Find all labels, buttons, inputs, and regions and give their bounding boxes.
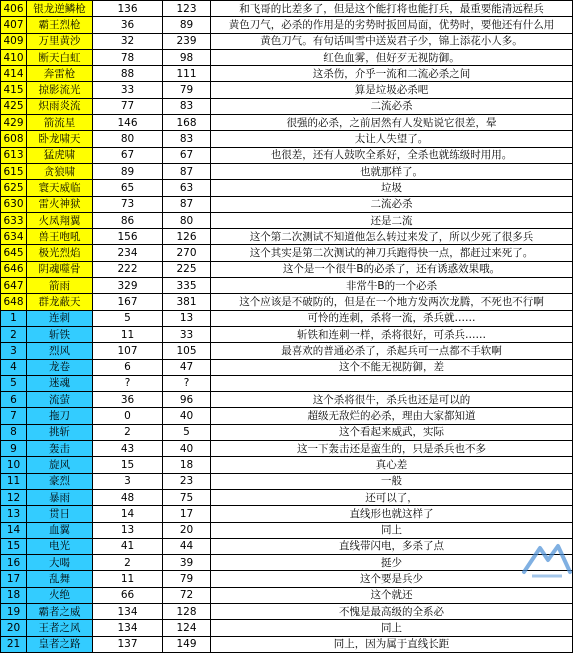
skill-name-cell: 流萤 [27,392,93,408]
skill-name-cell: 旋风 [27,457,93,473]
watermark-logo-icon [518,542,576,582]
value-1-cell: 41 [93,538,163,554]
value-1-cell: 2 [93,424,163,440]
skill-name-cell: 寰天威临 [27,180,93,196]
skill-name-cell: 龙卷 [27,359,93,375]
table-row [1,620,573,636]
value-2-cell: 44 [163,538,211,554]
skill-name-cell: 阴魂噬骨 [27,261,93,277]
table-row [1,180,573,196]
skill-name-cell: 雷火神狱 [27,196,93,212]
value-2-cell: ? [163,375,211,391]
row-id-cell: 645 [1,245,27,261]
note-cell: 这个杀将很牛，杀兵也还是可以的 [211,392,573,408]
note-cell: 这个应该是不破防的，但是在一个地方发两次龙腾，不死也不行啊 [211,294,573,310]
value-1-cell: 15 [93,457,163,473]
value-1-cell: 167 [93,294,163,310]
skill-name-cell: 贪狼啸 [27,163,93,179]
table-row [1,196,573,212]
table-row [1,278,573,294]
row-id-cell: 633 [1,212,27,228]
table-row [1,359,573,375]
note-cell: 这杀伤，介乎一流和二流必杀之间 [211,66,573,82]
note-cell: 真心差 [211,457,573,473]
value-2-cell: 23 [163,473,211,489]
row-id-cell: 10 [1,457,27,473]
row-id-cell: 425 [1,98,27,114]
skill-name-cell: 迷魂 [27,375,93,391]
table-row [1,66,573,82]
value-2-cell: 79 [163,571,211,587]
row-id-cell: 415 [1,82,27,98]
value-1-cell: 77 [93,98,163,114]
skill-name-cell: 猛虎啸 [27,147,93,163]
row-id-cell: 429 [1,115,27,131]
table-row [1,261,573,277]
skill-name-cell: 贯日 [27,506,93,522]
table-row [1,571,573,587]
row-id-cell: 410 [1,49,27,65]
value-2-cell: 39 [163,555,211,571]
skill-name-cell: 断天白虹 [27,49,93,65]
note-cell: 最喜欢的普通必杀了，杀起兵可一点都不手软啊 [211,343,573,359]
value-1-cell: 66 [93,587,163,603]
skill-name-cell: 豪烈 [27,473,93,489]
value-1-cell: 88 [93,66,163,82]
table-row [1,473,573,489]
row-id-cell: 5 [1,375,27,391]
row-id-cell: 4 [1,359,27,375]
value-2-cell: 123 [163,1,211,17]
table-row [1,587,573,603]
row-id-cell: 17 [1,571,27,587]
skill-name-cell: 烈风 [27,343,93,359]
skill-name-cell: 王者之风 [27,620,93,636]
table-row [1,326,573,342]
note-cell: 算是垃圾必杀吧 [211,82,573,98]
value-1-cell: 86 [93,212,163,228]
table-row [1,636,573,652]
table-row [1,375,573,391]
row-id-cell: 16 [1,555,27,571]
value-2-cell: 40 [163,441,211,457]
note-cell: 二流必杀 [211,98,573,114]
skill-name-cell: 银龙逆鳞枪 [27,1,93,17]
table-row [1,131,573,147]
note-cell: 也很差，还有人鼓吹全系好，全杀也就练级时用用。 [211,147,573,163]
row-id-cell: 21 [1,636,27,652]
value-2-cell: 168 [163,115,211,131]
row-id-cell: 414 [1,66,27,82]
table-row [1,115,573,131]
value-1-cell: 33 [93,82,163,98]
skill-name-cell: 大喝 [27,555,93,571]
row-id-cell: 8 [1,424,27,440]
row-id-cell: 647 [1,278,27,294]
table-row [1,33,573,49]
note-cell: 垃圾 [211,180,573,196]
note-cell: 很强的必杀，之前居然有人发贴说它很差，晕 [211,115,573,131]
row-id-cell: 6 [1,392,27,408]
note-cell: 同上 [211,522,573,538]
note-cell: 这个不能无视防御，差 [211,359,573,375]
skill-name-cell: 极光烈焰 [27,245,93,261]
value-2-cell: 83 [163,131,211,147]
skill-name-cell: 电光 [27,538,93,554]
row-id-cell: 2 [1,326,27,342]
row-id-cell: 11 [1,473,27,489]
value-1-cell: 48 [93,489,163,505]
note-cell: 不愧是最高级的全系必 [211,603,573,619]
skill-name-cell: 卧龙啸天 [27,131,93,147]
skill-name-cell: 轰击 [27,441,93,457]
skill-name-cell: 兽王咆吼 [27,229,93,245]
table-row [1,424,573,440]
note-cell: 可怜的连刺，杀将一流，杀兵就…… [211,310,573,326]
value-2-cell: 105 [163,343,211,359]
value-1-cell: 234 [93,245,163,261]
value-1-cell: 329 [93,278,163,294]
note-cell: 太让人失望了。 [211,131,573,147]
value-2-cell: 79 [163,82,211,98]
note-cell: 黄色刀气。有句话叫雪中送炭君子少，锦上添花小人多。 [211,33,573,49]
value-1-cell: 6 [93,359,163,375]
table-row [1,489,573,505]
row-id-cell: 18 [1,587,27,603]
value-1-cell: 80 [93,131,163,147]
value-2-cell: 20 [163,522,211,538]
row-id-cell: 7 [1,408,27,424]
skill-name-cell: 箭流星 [27,115,93,131]
skill-name-cell: 奔雷枪 [27,66,93,82]
value-2-cell: 80 [163,212,211,228]
note-cell: 也就那样了。 [211,163,573,179]
note-cell: 红色血雾，但好歹无视防御。 [211,49,573,65]
value-1-cell: 156 [93,229,163,245]
value-2-cell: 75 [163,489,211,505]
value-1-cell: 0 [93,408,163,424]
skill-name-cell: 万里黄沙 [27,33,93,49]
skill-name-cell: 血翼 [27,522,93,538]
note-cell: 非常牛B的一个必杀 [211,278,573,294]
value-1-cell: 107 [93,343,163,359]
value-2-cell: 270 [163,245,211,261]
value-1-cell: 146 [93,115,163,131]
value-2-cell: 335 [163,278,211,294]
table-row [1,98,573,114]
value-1-cell: 43 [93,441,163,457]
table-row [1,245,573,261]
table-row [1,457,573,473]
skill-name-cell: 挑斩 [27,424,93,440]
value-1-cell: 222 [93,261,163,277]
value-2-cell: 18 [163,457,211,473]
row-id-cell: 20 [1,620,27,636]
table-row [1,49,573,65]
table-row [1,522,573,538]
value-2-cell: 225 [163,261,211,277]
value-1-cell: 78 [93,49,163,65]
skill-name-cell: 火凤翔翼 [27,212,93,228]
value-1-cell: 134 [93,603,163,619]
value-1-cell: 5 [93,310,163,326]
value-2-cell: 17 [163,506,211,522]
note-cell: 二流必杀 [211,196,573,212]
note-cell: 这个其实是第二次测试的神刀兵跑得快一点，都赶过来死了。 [211,245,573,261]
skill-name-cell: 拖刀 [27,408,93,424]
value-1-cell: ? [93,375,163,391]
row-id-cell: 406 [1,1,27,17]
note-cell: 超级无敌烂的必杀，理由大家都知道 [211,408,573,424]
row-id-cell: 608 [1,131,27,147]
note-cell: 和飞哥的比差多了，但是这个能打将也能打兵，最重要能清远程兵 [211,1,573,17]
value-2-cell: 63 [163,180,211,196]
skill-name-cell: 掠影流光 [27,82,93,98]
row-id-cell: 19 [1,603,27,619]
skill-name-cell: 火绝 [27,587,93,603]
value-1-cell: 11 [93,326,163,342]
row-id-cell: 14 [1,522,27,538]
note-cell: 同上，因为属于直线长距 [211,636,573,652]
note-cell: 这个看起来威武，实际 [211,424,573,440]
note-cell: 斩铁和连刺一样，杀将很好，可杀兵…… [211,326,573,342]
note-cell: 这个第二次测试不知道他怎么转过来发了，所以少死了很多兵 [211,229,573,245]
row-id-cell: 1 [1,310,27,326]
table-row [1,506,573,522]
table-row [1,392,573,408]
note-cell: 还是二流 [211,212,573,228]
note-cell: 还可以了， [211,489,573,505]
value-1-cell: 137 [93,636,163,652]
value-1-cell: 11 [93,571,163,587]
row-id-cell: 630 [1,196,27,212]
note-cell: 这个就还 [211,587,573,603]
skill-name-cell: 霸王烈枪 [27,17,93,33]
row-id-cell: 12 [1,489,27,505]
table-row [1,294,573,310]
value-2-cell: 47 [163,359,211,375]
row-id-cell: 409 [1,33,27,49]
value-1-cell: 73 [93,196,163,212]
value-1-cell: 13 [93,522,163,538]
skill-name-cell: 连刺 [27,310,93,326]
row-id-cell: 615 [1,163,27,179]
value-1-cell: 89 [93,163,163,179]
skill-name-cell: 斩铁 [27,326,93,342]
table-row [1,17,573,33]
value-2-cell: 13 [163,310,211,326]
value-1-cell: 3 [93,473,163,489]
value-2-cell: 381 [163,294,211,310]
table-row [1,343,573,359]
value-2-cell: 128 [163,603,211,619]
table-row [1,555,573,571]
note-cell: 一般 [211,473,573,489]
value-2-cell: 33 [163,326,211,342]
value-2-cell: 87 [163,196,211,212]
note-cell: 直线形也就这样了 [211,506,573,522]
value-2-cell: 87 [163,163,211,179]
skill-name-cell: 群龙蔽天 [27,294,93,310]
row-id-cell: 613 [1,147,27,163]
value-2-cell: 111 [163,66,211,82]
value-2-cell: 124 [163,620,211,636]
skill-name-cell: 暴雨 [27,489,93,505]
skill-name-cell: 乱舞 [27,571,93,587]
note-cell: 这个要是兵少 [211,571,573,587]
value-1-cell: 32 [93,33,163,49]
value-2-cell: 72 [163,587,211,603]
note-cell: 同上 [211,620,573,636]
value-1-cell: 134 [93,620,163,636]
row-id-cell: 3 [1,343,27,359]
table-row [1,212,573,228]
value-1-cell: 36 [93,392,163,408]
table-row [1,147,573,163]
value-2-cell: 126 [163,229,211,245]
table-row [1,82,573,98]
value-1-cell: 65 [93,180,163,196]
note-cell: 直线带闪电，多杀了点 [211,538,573,554]
value-2-cell: 5 [163,424,211,440]
value-1-cell: 14 [93,506,163,522]
row-id-cell: 13 [1,506,27,522]
table-row [1,408,573,424]
value-2-cell: 96 [163,392,211,408]
table-row [1,603,573,619]
note-cell: 这一下轰击还是蛮生的，只是杀兵也不多 [211,441,573,457]
value-1-cell: 67 [93,147,163,163]
skill-name-cell: 箭雨 [27,278,93,294]
skill-name-cell: 炽雨炎流 [27,98,93,114]
value-1-cell: 136 [93,1,163,17]
table-row [1,1,573,17]
row-id-cell: 648 [1,294,27,310]
value-1-cell: 36 [93,17,163,33]
value-2-cell: 239 [163,33,211,49]
row-id-cell: 646 [1,261,27,277]
table-row [1,538,573,554]
note-cell: 黄色刀气，必杀的作用是的劣势时扳回局面，优势时，要他还有什么用 [211,17,573,33]
value-2-cell: 89 [163,17,211,33]
row-id-cell: 15 [1,538,27,554]
table-row [1,310,573,326]
row-id-cell: 407 [1,17,27,33]
row-id-cell: 9 [1,441,27,457]
row-id-cell: 634 [1,229,27,245]
table-body [1,1,573,653]
note-cell: 这个是一个很牛B的必杀了，还有诱惑效果哦。 [211,261,573,277]
value-2-cell: 83 [163,98,211,114]
value-1-cell: 2 [93,555,163,571]
table-row [1,163,573,179]
skill-name-cell: 皇者之路 [27,636,93,652]
value-2-cell: 40 [163,408,211,424]
note-cell [211,375,573,391]
value-2-cell: 67 [163,147,211,163]
table-row [1,441,573,457]
note-cell: 挺少 [211,555,573,571]
skill-name-cell: 霸者之威 [27,603,93,619]
value-2-cell: 98 [163,49,211,65]
row-id-cell: 625 [1,180,27,196]
value-2-cell: 149 [163,636,211,652]
table-row [1,229,573,245]
